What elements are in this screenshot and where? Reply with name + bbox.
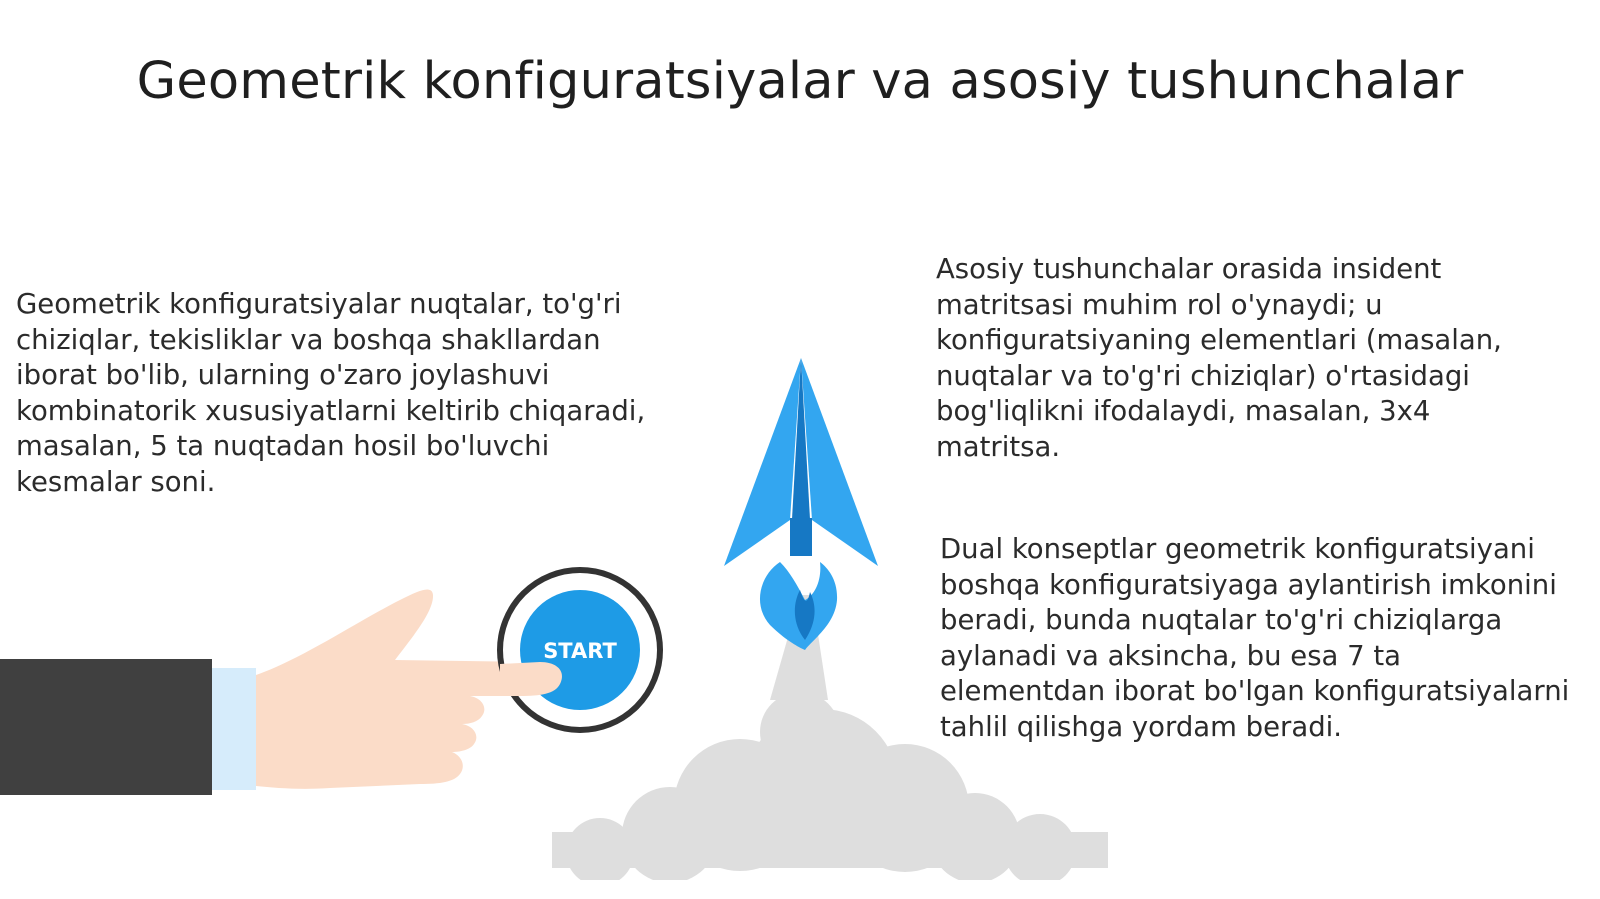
fingertip [500,662,562,696]
text-block-left: Geometrik konfiguratsiyalar nuqtalar, to'g'ri chiziqlar, tekisliklar va boshqa shakllardan iborat bo'lib, ularning o'zaro joylashuvi kombinatorik xususiyatlarni keltirib chiqaradi, masalan, 5 ta nuqtadan hosil bo'luvchi kesmalar soni. [16,288,646,498]
start-button-icon [500,570,660,730]
start-button-label: START [543,639,617,663]
text-block-right-bottom: Dual konseptlar geometrik konfiguratsiyani boshqa konfiguratsiyaga aylantirish imkonini beradi, bunda nuqtalar to'g'ri chiziqlarga aylanadi va aksincha, bu esa 7 ta elementdan iborat bo'lgan konfiguratsiyalarni tahlil qilishga yordam beradi. [940,533,1570,743]
shirt-cuff [212,668,256,790]
slide-title: Geometrik konfiguratsiyalar va asosiy tushunchalar [136,52,1464,111]
launch-illustration [0,340,1120,880]
flame-icon [760,562,837,650]
text-block-right-top: Asosiy tushunchalar orasida insident matritsasi muhim rol o'ynaydi; u konfiguratsiyaning elementlari (masalan, nuqtalar va to'g'ri chiziqlar) o'rtasidagi bog'liqlikni ifodalaydi, masalan, 3x4 matritsa. [936,253,1502,463]
paper-rocket-icon [724,358,878,566]
suit-sleeve [0,659,212,795]
